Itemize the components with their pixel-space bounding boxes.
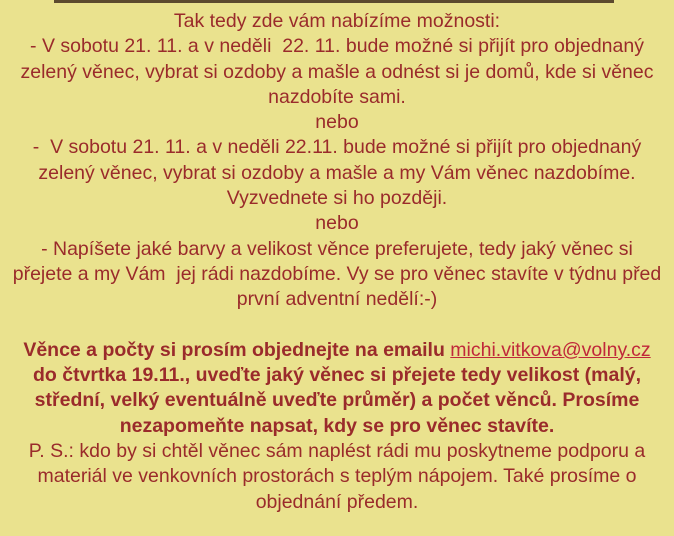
header-image-edge <box>54 0 614 3</box>
or-separator: nebo <box>315 212 359 235</box>
spacer <box>0 313 674 338</box>
option-2-line: zelený věnec, vybrat si ozdoby a mašle a my Vám věnec nazdobíme. <box>38 161 636 184</box>
ps-line: materiál ve venkovních prostorách s teplým nápojem. Také prosíme o <box>37 465 637 488</box>
option-1-line: - V sobotu 21. 11. a v neděli 22. 11. bude možné si přijít pro objednaný <box>30 35 644 58</box>
ps-line: P. S.: kdo by si chtěl věnec sám naplést rádi mu poskytneme podporu a <box>28 440 646 463</box>
announcement-text <box>0 9 674 515</box>
ps-line: objednání předem. <box>255 490 419 513</box>
option-3-line: přejete a my Vám jej rádi nazdobíme. Vy se pro věnec stavíte v týdnu před <box>12 262 662 285</box>
intro-text: Tak tedy zde vám nabízíme možnosti: <box>173 10 501 32</box>
order-instructions-line: nezapomeňte napsat, kdy se pro věnec stavíte. <box>119 414 555 437</box>
or-separator: nebo <box>315 111 359 134</box>
option-2-line: Vyzvednete si ho později. <box>226 187 448 210</box>
option-3-line: první adventní nedělí:-) <box>236 288 438 311</box>
order-prefix: Věnce a počty si prosím objednejte na emailu <box>23 338 451 361</box>
option-3-line: - Napíšete jaké barvy a velikost věnce preferujete, tedy jaký věnec si <box>41 237 633 260</box>
order-instructions-line: střední, velký eventuálně uveďte průměr) a počet věnců. Prosíme <box>34 389 640 412</box>
order-instructions-line: do čtvrtka 19.11., uveďte jaký věnec si přejete tedy velikost (malý, <box>33 364 641 387</box>
email-link[interactable]: michi.vitkova@volny.cz <box>450 338 651 361</box>
option-1-line: nazdobíte sami. <box>268 85 406 108</box>
option-1-line: zelený věnec, vybrat si ozdoby a mašle a odnést si je domů, kde si věnec <box>20 60 654 83</box>
option-2-line: - V sobotu 21. 11. a v neděli 22.11. bude možné si přijít pro objednaný <box>32 136 642 159</box>
order-instructions-line <box>0 338 674 363</box>
